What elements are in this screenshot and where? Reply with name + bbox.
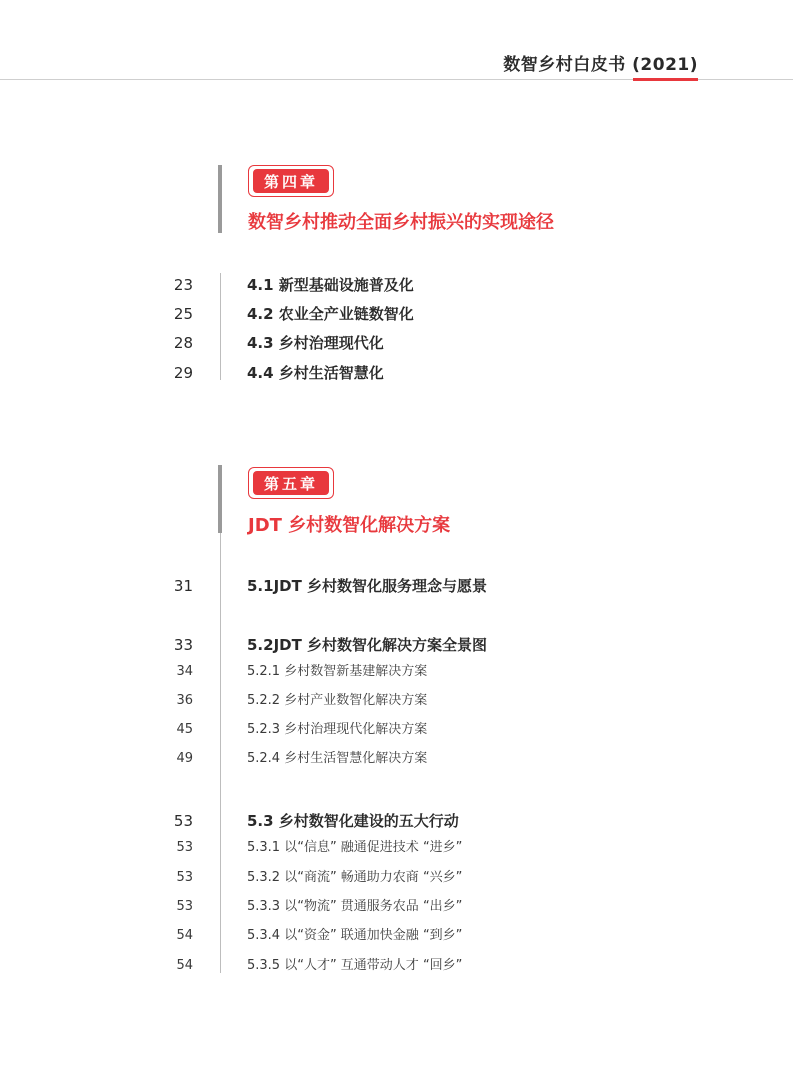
toc-entry-title: 4.2 农业全产业链数智化 — [247, 305, 414, 323]
toc-page-number: 31 — [173, 577, 193, 595]
header-title: 数智乡村白皮书 (2021) — [503, 55, 698, 75]
toc-entry-title: 5.1JDT 乡村数智化服务理念与愿景 — [247, 577, 488, 595]
toc-subentry[interactable] — [0, 748, 793, 772]
toc-subentry-title: 5.2.1 乡村数智新基建解决方案 — [247, 664, 428, 679]
toc-page-number: 53 — [176, 840, 193, 855]
toc-page-number: 28 — [173, 334, 193, 352]
toc-page-number: 25 — [173, 305, 193, 323]
toc-subentry[interactable] — [0, 690, 793, 714]
toc-entry-title: 4.1 新型基础设施普及化 — [247, 276, 414, 294]
toc-entry[interactable] — [0, 575, 793, 599]
chapter-5-title: JDT 乡村数智化解决方案 — [248, 515, 451, 536]
toc-subentry[interactable] — [0, 719, 793, 743]
toc-page-number: 29 — [173, 364, 193, 382]
toc-subentry[interactable] — [0, 925, 793, 949]
toc-subentry-title: 5.3.5 以“人才” 互通带动人才 “回乡” — [247, 958, 463, 973]
toc-subentry-title: 5.2.4 乡村生活智慧化解决方案 — [247, 751, 428, 766]
toc-subentry[interactable] — [0, 896, 793, 920]
chapter-5-badge-label: 第五章 — [253, 471, 329, 495]
toc-page-number: 49 — [176, 751, 193, 766]
header-accent-bar — [633, 78, 698, 81]
chapter-4-title: 数智乡村推动全面乡村振兴的实现途径 — [248, 212, 554, 233]
toc-page-number: 36 — [176, 693, 193, 708]
toc-entry[interactable] — [0, 362, 793, 386]
toc-entry[interactable] — [0, 274, 793, 298]
toc-subentry[interactable] — [0, 661, 793, 685]
toc-entry[interactable] — [0, 303, 793, 327]
toc-entry-title: 4.3 乡村治理现代化 — [247, 334, 384, 352]
chapter-4-badge — [248, 165, 334, 197]
toc-page-number: 34 — [176, 664, 193, 679]
toc-page-number: 45 — [176, 722, 193, 737]
toc-page-number: 33 — [173, 636, 193, 654]
toc-page-number: 54 — [176, 958, 193, 973]
toc-entry[interactable] — [0, 634, 793, 658]
toc-page-number: 53 — [176, 899, 193, 914]
toc-subentry-title: 5.2.3 乡村治理现代化解决方案 — [247, 722, 428, 737]
chapter-4-badge-label: 第四章 — [253, 169, 329, 193]
toc-entry-title: 4.4 乡村生活智慧化 — [247, 364, 384, 382]
toc-subentry[interactable] — [0, 955, 793, 979]
toc-entry[interactable] — [0, 332, 793, 356]
toc-subentry[interactable] — [0, 867, 793, 891]
toc-page-number: 54 — [176, 928, 193, 943]
toc-page-number: 53 — [173, 812, 193, 830]
chapter-5-marker-bar — [218, 465, 222, 533]
toc-subentry-title: 5.3.2 以“商流” 畅通助力农商 “兴乡” — [247, 870, 463, 885]
toc-page-number: 53 — [176, 870, 193, 885]
toc-page-number: 23 — [173, 276, 193, 294]
toc-entry-title: 5.2JDT 乡村数智化解决方案全景图 — [247, 636, 488, 654]
chapter-5-badge — [248, 467, 334, 499]
toc-entry[interactable] — [0, 810, 793, 834]
toc-subentry[interactable] — [0, 837, 793, 861]
toc-subentry-title: 5.3.3 以“物流” 贯通服务农品 “出乡” — [247, 899, 463, 914]
chapter-4-marker-bar — [218, 165, 222, 233]
toc-entry-title: 5.3 乡村数智化建设的五大行动 — [247, 812, 459, 830]
toc-subentry-title: 5.2.2 乡村产业数智化解决方案 — [247, 693, 428, 708]
toc-subentry-title: 5.3.4 以“资金” 联通加快金融 “到乡” — [247, 928, 463, 943]
toc-subentry-title: 5.3.1 以“信息” 融通促进技术 “进乡” — [247, 840, 463, 855]
